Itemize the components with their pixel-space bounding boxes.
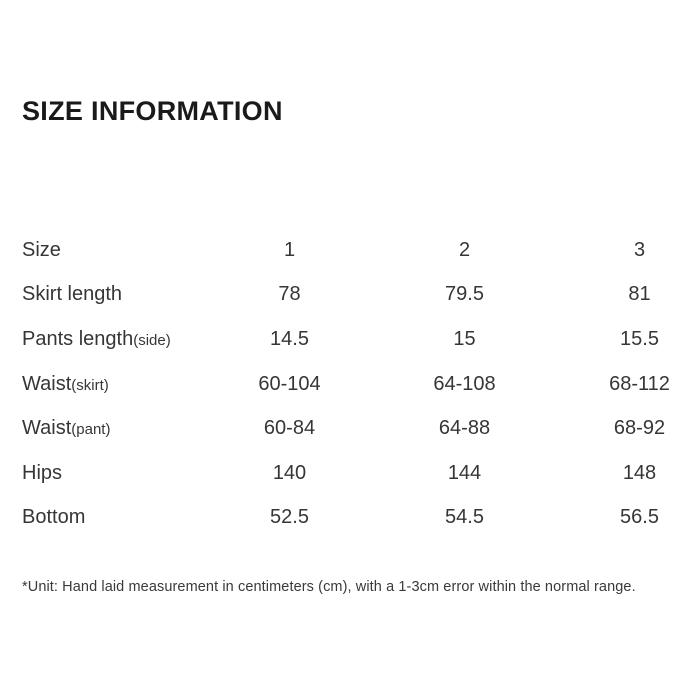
row-label-text: Waist bbox=[22, 372, 72, 395]
table-row-waist-pant bbox=[22, 406, 700, 451]
row-label bbox=[22, 239, 202, 262]
row-label bbox=[22, 506, 202, 529]
table-row-size bbox=[22, 228, 700, 273]
table-row-bottom bbox=[22, 496, 700, 541]
cell-value: 144 bbox=[447, 461, 482, 484]
cell-value: 15.5 bbox=[620, 327, 659, 350]
row-label-text: Size bbox=[22, 238, 61, 261]
row-label-sub: (skirt) bbox=[71, 376, 109, 394]
cell-value: 68-112 bbox=[609, 372, 670, 395]
cell-value: 64-88 bbox=[438, 417, 491, 440]
cell-value: 14.5 bbox=[270, 327, 309, 350]
cell-value: 68-92 bbox=[613, 417, 666, 440]
cell-value: 52.5 bbox=[270, 506, 309, 529]
row-label bbox=[22, 373, 202, 396]
row-label bbox=[22, 283, 202, 306]
cell-value: 64-108 bbox=[433, 372, 496, 395]
cell-value: 54.5 bbox=[445, 506, 484, 529]
row-label-text: Hips bbox=[22, 461, 63, 484]
row-label-sub: (side) bbox=[133, 331, 171, 349]
cell-value: 81 bbox=[628, 283, 651, 306]
row-label-text: Bottom bbox=[22, 506, 86, 529]
page-title: SIZE INFORMATION bbox=[22, 96, 283, 126]
row-label bbox=[22, 328, 202, 351]
cell-value: 79.5 bbox=[445, 283, 484, 306]
table-row-skirt-length bbox=[22, 273, 700, 318]
unit-footnote: *Unit: Hand laid measurement in centimeters (cm), with a 1-3cm error within the normal range. bbox=[22, 579, 636, 595]
table-row-waist-skirt bbox=[22, 362, 700, 407]
row-label-text: Pants length bbox=[22, 327, 134, 350]
size-table bbox=[22, 228, 700, 540]
cell-value: 60-84 bbox=[263, 417, 316, 440]
cell-value: 56.5 bbox=[620, 506, 659, 529]
cell-value: 78 bbox=[278, 283, 301, 306]
row-label bbox=[22, 417, 202, 440]
table-row-hips bbox=[22, 451, 700, 496]
cell-value: 3 bbox=[633, 238, 646, 261]
cell-value: 2 bbox=[458, 238, 471, 261]
cell-value: 60-104 bbox=[258, 372, 321, 395]
row-label-text: Waist bbox=[22, 417, 72, 440]
cell-value: 15 bbox=[453, 327, 476, 350]
row-label-text: Skirt length bbox=[22, 283, 123, 306]
cell-value: 140 bbox=[272, 461, 307, 484]
row-label-sub: (pant) bbox=[71, 421, 111, 439]
cell-value: 148 bbox=[622, 461, 657, 484]
row-label bbox=[22, 462, 202, 485]
cell-value: 1 bbox=[283, 238, 296, 261]
table-row-pants-length bbox=[22, 317, 700, 362]
